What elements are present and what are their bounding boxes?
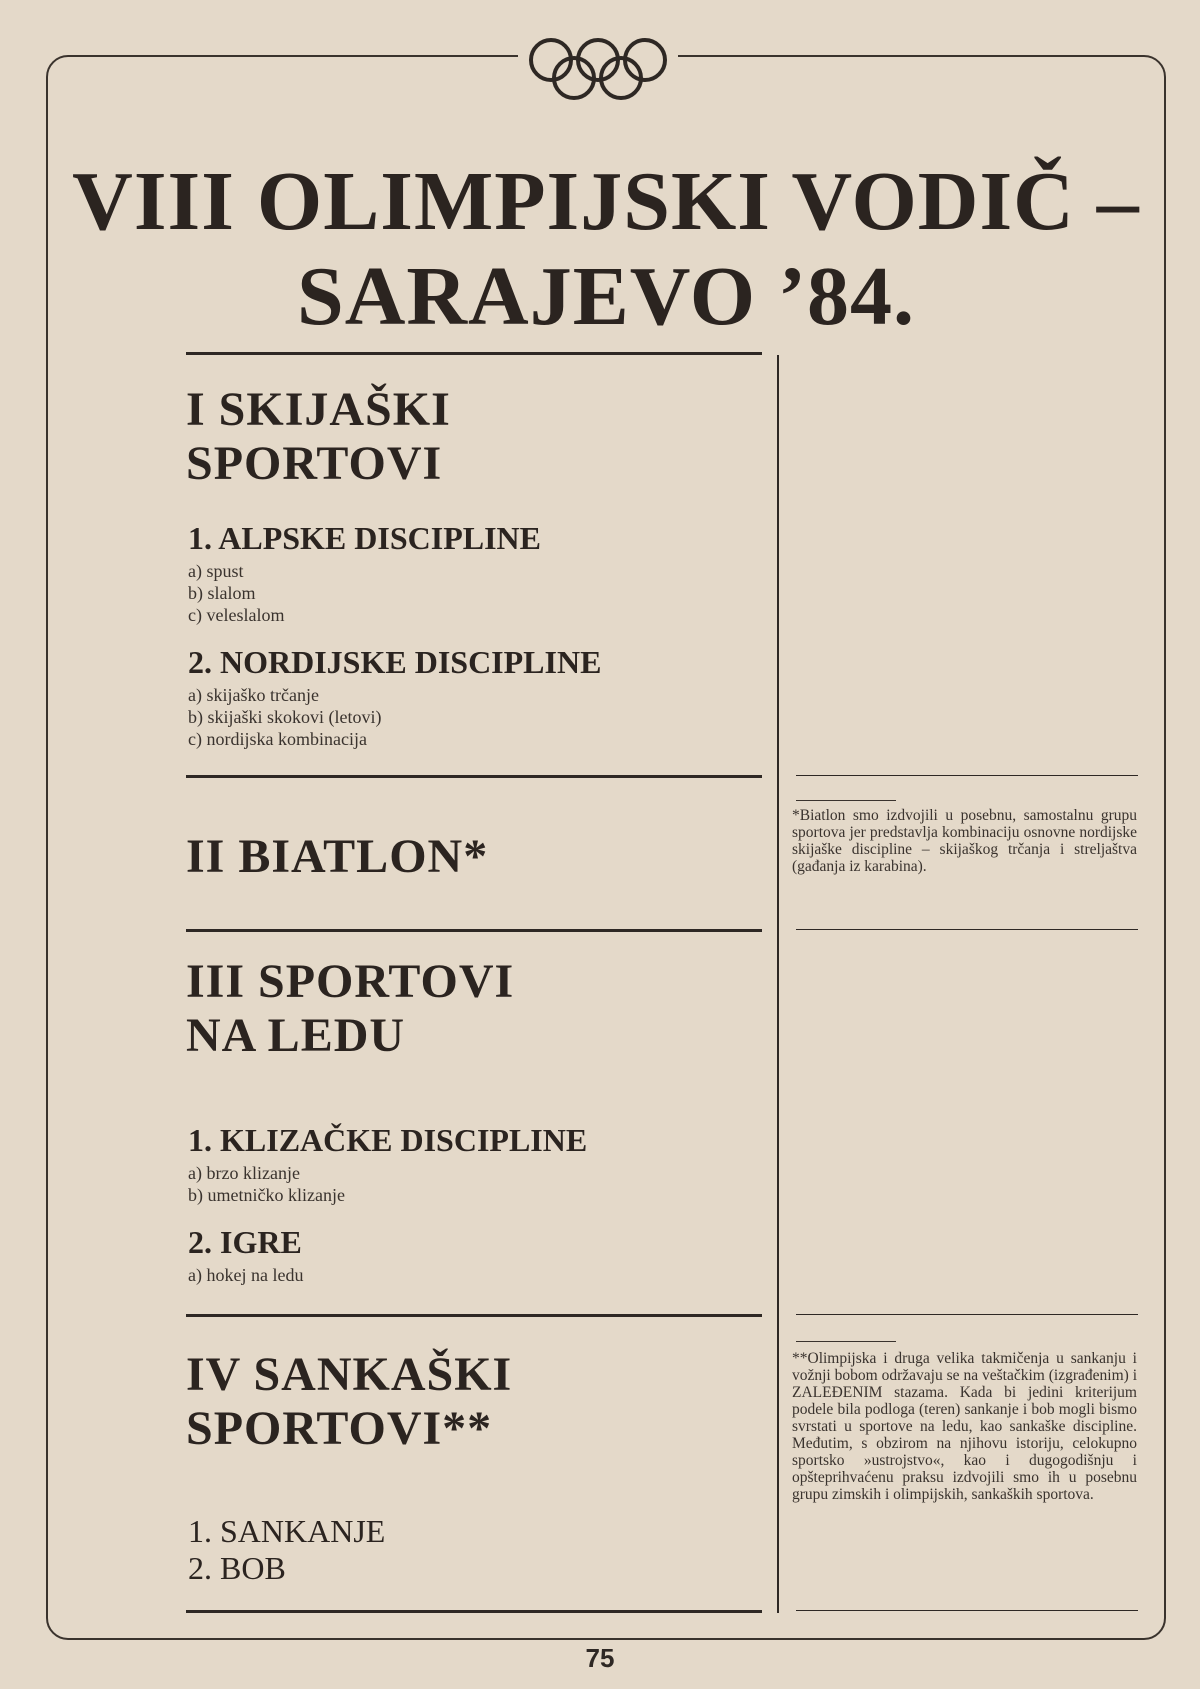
list-item: b) umetničko klizanje xyxy=(188,1185,345,1205)
divider xyxy=(796,1314,1138,1315)
divider xyxy=(796,775,1138,776)
divider xyxy=(186,352,762,355)
section-heading-skiing: I SKIJAŠKI SPORTOVI xyxy=(186,383,451,490)
list-item: c) veleslalom xyxy=(188,605,285,625)
footnote-biathlon: *Biatlon smo izdvojili u posebnu, samostalnu grupu sportova jer predstavlja kombinaciju osnovne nordijske skijaške discipline – skijaškog trčanja i streljaštva (gađanja iz karabina). xyxy=(792,807,1137,875)
divider xyxy=(796,929,1138,930)
subsection-nordic: 2. NORDIJSKE DISCIPLINE xyxy=(188,644,602,680)
section-heading-sledding: IV SANKAŠKI SPORTOVI** xyxy=(186,1348,513,1455)
subsection-alpine: 1. ALPSKE DISCIPLINE xyxy=(188,520,541,556)
divider xyxy=(186,1610,762,1613)
page-number: 75 xyxy=(585,1643,615,1673)
list-item: a) hokej na ledu xyxy=(188,1265,304,1285)
list-item: b) slalom xyxy=(188,583,256,603)
page-title-line-1: VIII OLIMPIJSKI VODIČ – xyxy=(72,155,1140,248)
list-item: b) skijaški skokovi (letovi) xyxy=(188,707,382,727)
olympic-rings-icon xyxy=(518,32,678,104)
list-item: a) skijaško trčanje xyxy=(188,685,319,705)
games-list xyxy=(188,1264,303,1286)
list-item: 1. SANKANJE xyxy=(188,1513,386,1549)
section-heading-ice-sports: III SPORTOVI NA LEDU xyxy=(186,955,515,1062)
list-item: 2. BOB xyxy=(188,1550,286,1586)
footnote-rule xyxy=(796,800,896,801)
subsection-skating: 1. KLIZAČKE DISCIPLINE xyxy=(188,1122,588,1158)
divider xyxy=(186,929,762,932)
list-item: c) nordijska kombinacija xyxy=(188,729,367,749)
list-item: a) spust xyxy=(188,561,244,581)
footnote-sledding: **Olimpijska i druga velika takmičenja u sankanju i vožnji bobom održavaju se na veštačkim (izgrađenim) i ZALEĐENIM stazama. Kada bi jedini kriterijum podele bila podloga (teren) sankanje i bob mogli bismo svrstati u sportove na ledu, kao sankaške discipline. Međutim, s obzirom na njihovu istoriju, celokupno sportsko »ustrojstvo«, kao i dugogodišnju i opšteprihvaćenu praksu izdvojili smo ih u posebnu grupu zimskih i olimpijskih, sankaških sportova. xyxy=(792,1350,1137,1503)
nordic-list xyxy=(188,684,381,750)
divider xyxy=(796,1610,1138,1611)
sledding-list xyxy=(188,1513,385,1587)
skating-list xyxy=(188,1162,345,1206)
page-title-line-2: SARAJEVO ’84. xyxy=(296,250,916,343)
list-item: a) brzo klizanje xyxy=(188,1163,300,1183)
alpine-list xyxy=(188,560,284,626)
divider xyxy=(186,1314,762,1317)
footnote-rule xyxy=(796,1341,896,1342)
column-divider xyxy=(777,355,779,1613)
divider xyxy=(186,775,762,778)
section-heading-biathlon: II BIATLON* xyxy=(186,830,489,883)
subsection-games: 2. IGRE xyxy=(188,1224,302,1260)
